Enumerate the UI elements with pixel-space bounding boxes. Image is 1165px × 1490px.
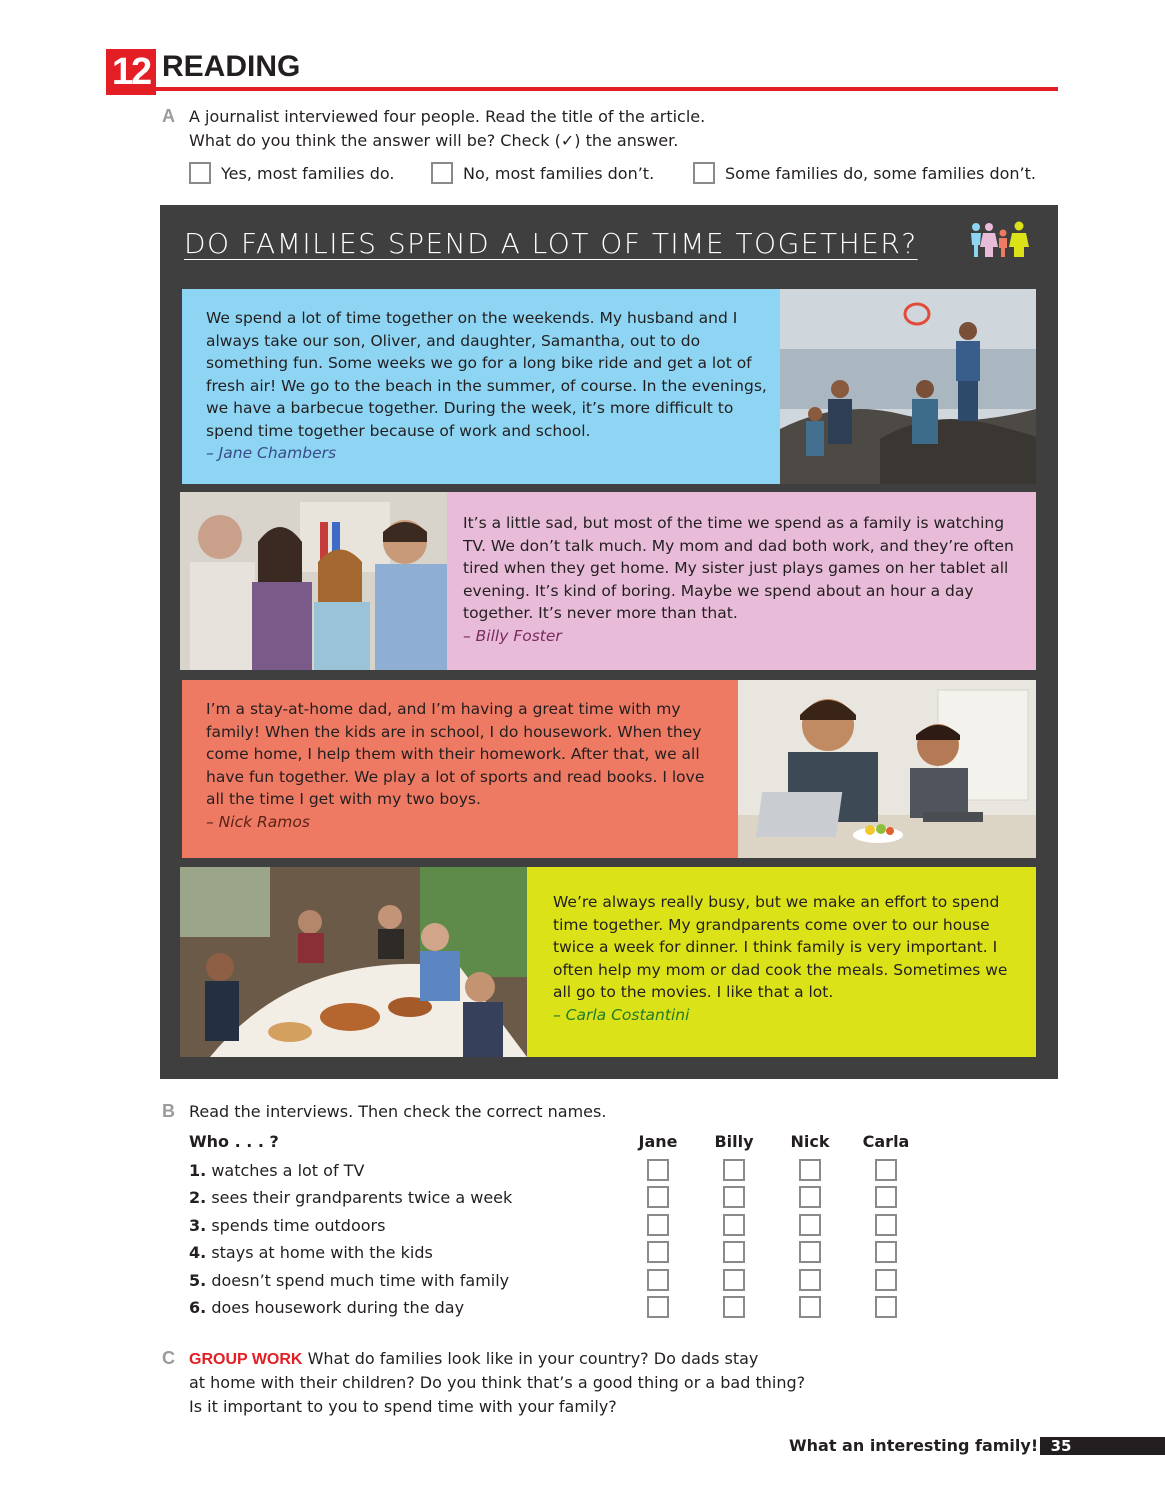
interview-card-carla [527,867,1036,1057]
group-work-label: GROUP WORK [189,1351,303,1368]
footer-text: What an interesting family! [789,1436,1039,1455]
family-icon [966,219,1030,259]
checkbox-jane-4[interactable] [647,1241,669,1263]
checkbox-carla-6[interactable] [875,1296,897,1318]
checkbox-jane-2[interactable] [647,1186,669,1208]
section-c-text: What do families look like in your country? Do dads stay [307,1349,759,1368]
question-number: 1. [189,1161,207,1180]
dad-son-laptop-photo [738,680,1036,858]
family-tv-photo [180,492,447,670]
interview-text: We spend a lot of time together on the weekends. My husband and I always take our son, Oliver, and daughter, Samantha, out to do something fun. Some weeks we go for a long bike ride and get a lot of fresh air! We go to the beach in the summer, of course. In the evenings, we have a barbecue together. During the week, it’s more difficult to spend time together because of work and school. [206,309,767,440]
interview-text: I’m a stay-at-home dad, and I’m having a great time with my family! When the kids are in school, I do housework. When they come home, I help them with their homework. After that, we all have fun together. We play a lot of sports and read books. I love all the time I get with my two boys. [206,700,705,808]
option-label: Some families do, some families don’t. [725,163,1036,183]
question-number: 5. [189,1271,207,1290]
checkbox-nick-2[interactable] [799,1186,821,1208]
option-label: Yes, most families do. [221,163,395,183]
unit-number-badge: 12 [106,49,156,95]
family-dinner-photo [180,867,527,1057]
section-a-line1: A journalist interviewed four people. Read the title of the article. [189,107,706,126]
section-b-letter: B [162,1101,175,1121]
interview-author: – Nick Ramos [206,812,310,831]
question-number: 4. [189,1243,207,1262]
question-text: spends time outdoors [211,1216,386,1235]
interview-author: – Jane Chambers [206,444,337,462]
column-header-nick: Nick [790,1132,830,1151]
checkbox-carla-3[interactable] [875,1214,897,1236]
interview-author: – Carla Costantini [553,1005,690,1024]
section-c-line1 [189,1348,758,1371]
question-text: sees their grandparents twice a week [211,1188,513,1207]
question-row [189,1187,512,1209]
question-number: 3. [189,1216,207,1235]
checkbox-jane-3[interactable] [647,1214,669,1236]
question-row [189,1297,464,1319]
option-no[interactable] [431,162,654,184]
interview-card-billy [447,492,1036,670]
article-title: DO FAMILIES SPEND A LOT OF TIME TOGETHER? [184,227,918,260]
section-title: READING [162,50,301,83]
page-number: 35 [1050,1437,1072,1455]
question-text: doesn’t spend much time with family [211,1271,510,1290]
section-a-line2: What do you think the answer will be? Check (✓) the answer. [189,131,679,150]
question-row [189,1270,509,1292]
family-beach-photo [780,289,1036,484]
section-c-line3: Is it important to you to spend time with your family? [189,1397,617,1416]
article-panel [160,205,1058,1079]
checkbox-carla-2[interactable] [875,1186,897,1208]
checkbox-carla-4[interactable] [875,1241,897,1263]
checkbox-billy-6[interactable] [723,1296,745,1318]
interview-card-nick [182,680,738,858]
section-b-instruction: Read the interviews. Then check the correct names. [189,1102,607,1121]
section-a-letter: A [162,106,175,126]
question-number: 2. [189,1188,207,1207]
question-text: does housework during the day [211,1298,465,1317]
interview-text: We’re always really busy, but we make an effort to spend time together. My grandparents come over to our house twice a week for dinner. I think family is very important. I often help my mom or dad cook the meals. Sometimes we all go to the movies. I like that a lot. [553,893,1008,1001]
question-text: stays at home with the kids [211,1243,433,1262]
question-text: watches a lot of TV [211,1161,365,1180]
checkbox-billy-4[interactable] [723,1241,745,1263]
who-heading: Who . . . ? [189,1132,279,1151]
interview-author: – Billy Foster [463,626,562,645]
question-row [189,1160,364,1182]
checkbox-nick-4[interactable] [799,1241,821,1263]
checkbox[interactable] [693,162,715,184]
section-c-letter: C [162,1348,175,1368]
checkbox[interactable] [189,162,211,184]
column-header-jane: Jane [638,1132,678,1151]
checkbox-nick-1[interactable] [799,1159,821,1181]
checkbox-carla-5[interactable] [875,1269,897,1291]
checkbox-jane-6[interactable] [647,1296,669,1318]
option-some[interactable] [693,162,1036,184]
column-header-carla: Carla [862,1132,910,1151]
interview-text: It’s a little sad, but most of the time we spend as a family is watching TV. We don’t talk much. My mom and dad both work, and they’re often tired when they get home. My sister just plays games on her tablet all evening. It’s kind of boring. Maybe we spend about an hour a day together. It’s never more than that. [463,514,1014,622]
checkbox-nick-6[interactable] [799,1296,821,1318]
checkbox-billy-1[interactable] [723,1159,745,1181]
option-yes[interactable] [189,162,394,184]
checkbox[interactable] [431,162,453,184]
checkbox-billy-5[interactable] [723,1269,745,1291]
interview-card-jane [182,289,780,484]
checkbox-carla-1[interactable] [875,1159,897,1181]
checkbox-billy-3[interactable] [723,1214,745,1236]
section-c-line2: at home with their children? Do you think that’s a good thing or a bad thing? [189,1373,806,1392]
question-row [189,1215,385,1237]
checkbox-jane-5[interactable] [647,1269,669,1291]
header-rule [156,87,1058,91]
checkbox-jane-1[interactable] [647,1159,669,1181]
option-label: No, most families don’t. [463,163,655,183]
checkbox-billy-2[interactable] [723,1186,745,1208]
question-row [189,1242,433,1264]
checkbox-nick-5[interactable] [799,1269,821,1291]
checkbox-nick-3[interactable] [799,1214,821,1236]
question-number: 6. [189,1298,207,1317]
column-header-billy: Billy [714,1132,754,1151]
